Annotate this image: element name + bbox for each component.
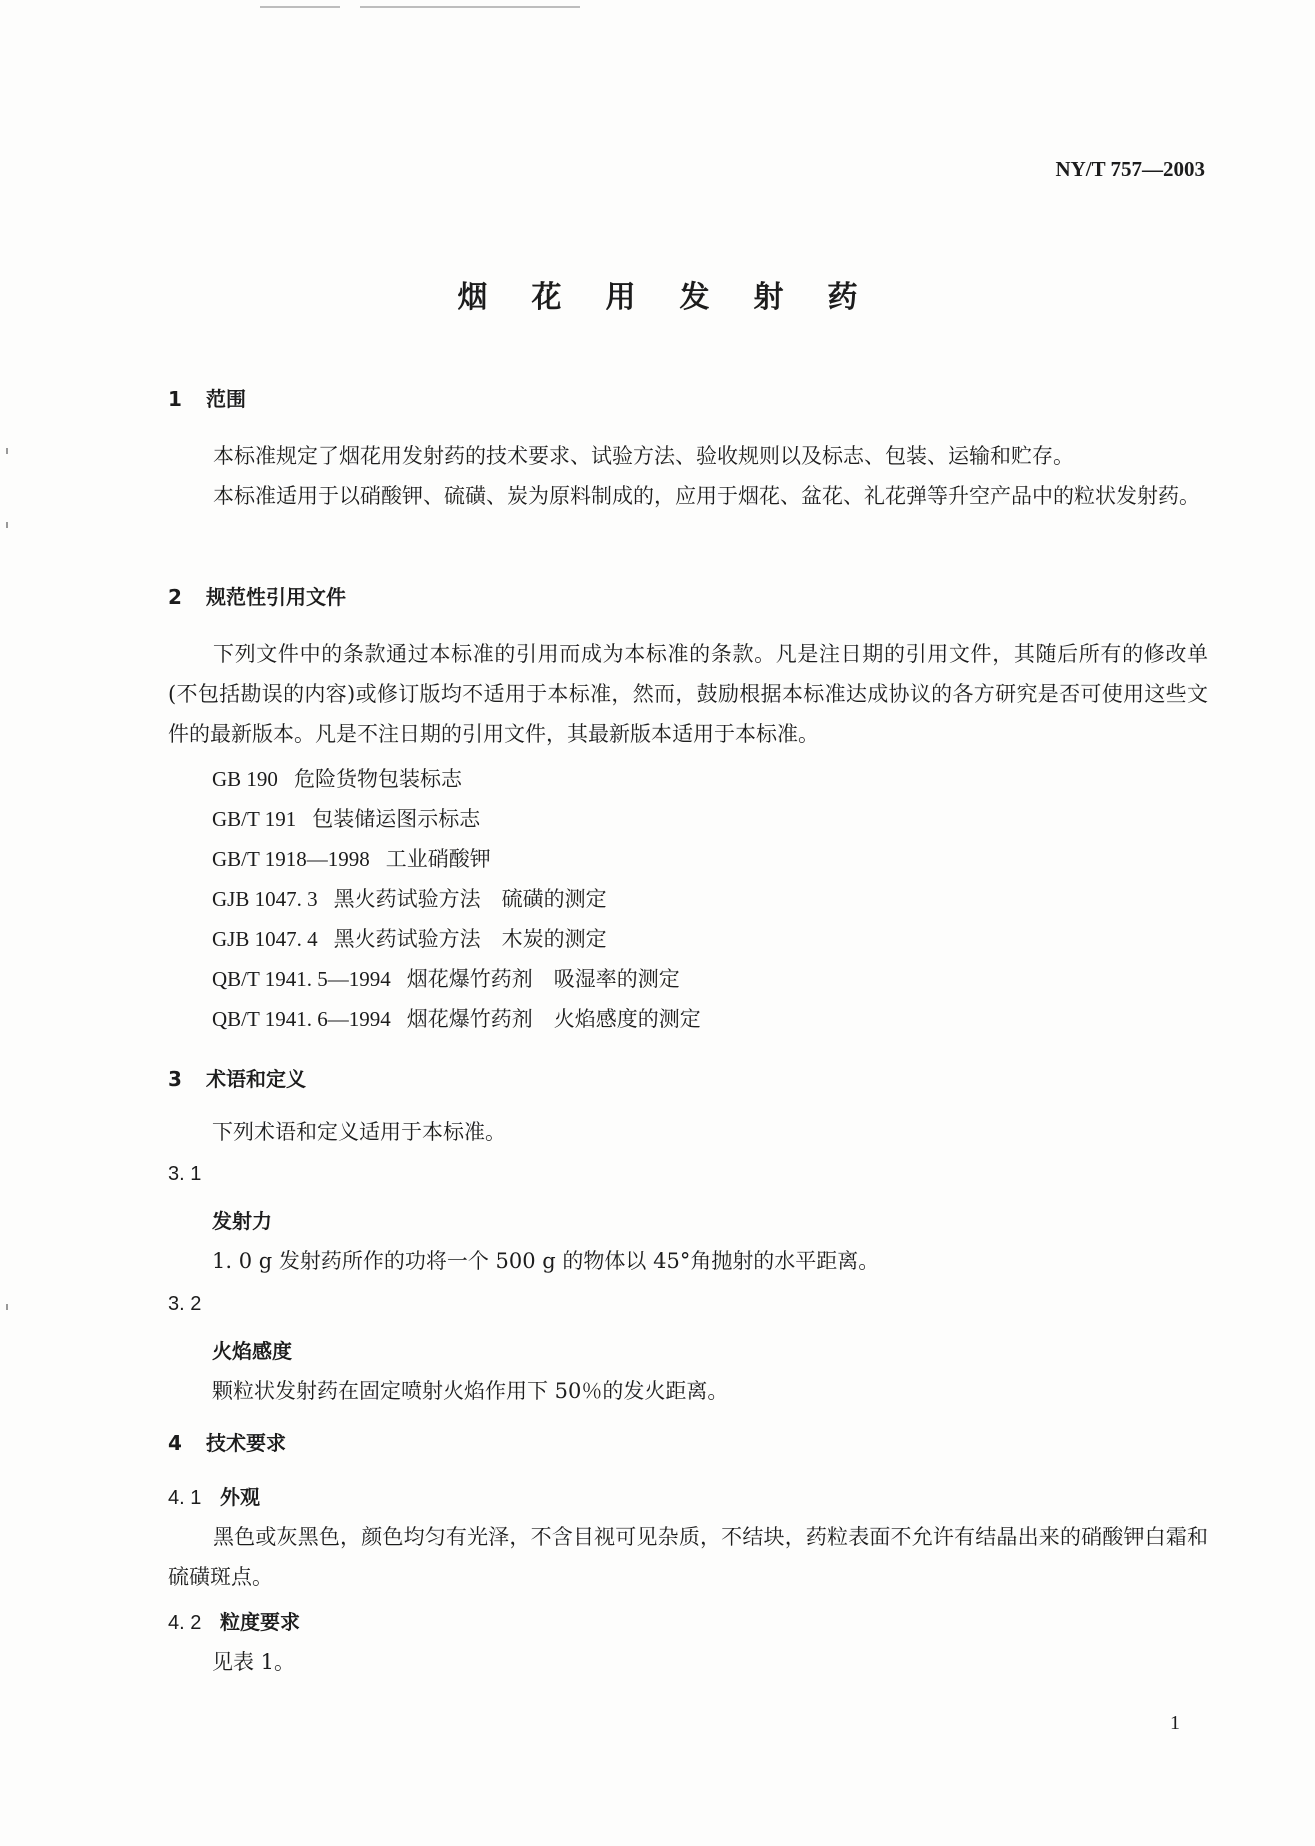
scan-artifact-speck	[6, 1304, 8, 1310]
reference-code: QB/T 1941. 6—1994	[212, 1007, 391, 1031]
clause-4-1-text: 黑色或灰黑色，颜色均匀有光泽，不含目视可见杂质，不结块，药粒表面不允许有结晶出来的硝酸钾白霜和硫磺斑点。	[168, 1525, 1208, 1589]
reference-title: 黑火药试验方法 木炭的测定	[333, 927, 607, 951]
term-name: 火焰感度	[212, 1339, 292, 1363]
section-number: 3	[168, 1067, 182, 1091]
term-definition: 颗粒状发射药在固定喷射火焰作用下 50％的发火距离。	[212, 1379, 729, 1403]
section-title: 术语和定义	[206, 1067, 306, 1091]
section-1-paragraph-2: 本标准适用于以硝酸钾、硫磺、炭为原料制成的，应用于烟花、盆花、礼花弹等升空产品中的粒状发射药。	[213, 484, 1200, 508]
reference-item	[212, 1003, 701, 1033]
scan-artifact-line	[360, 6, 580, 8]
section-number: 1	[168, 387, 182, 411]
section-title: 技术要求	[206, 1431, 286, 1455]
reference-code: GJB 1047. 3	[212, 887, 318, 911]
reference-item	[212, 923, 607, 953]
reference-item	[212, 803, 480, 833]
reference-title: 危险货物包装标志	[293, 767, 462, 791]
clause-number: 3. 2	[168, 1293, 202, 1315]
section-title: 规范性引用文件	[206, 585, 346, 609]
reference-code: QB/T 1941. 5—1994	[212, 967, 391, 991]
reference-title: 黑火药试验方法 硫磺的测定	[333, 887, 607, 911]
reference-title: 包装储运图示标志	[312, 807, 481, 831]
section-2-paragraph: 下列文件中的条款通过本标准的引用而成为本标准的条款。凡是注日期的引用文件，其随后所有的修改单(不包括勘误的内容)或修订版均不适用于本标准，然而，鼓励根据本标准达成协议的各方研究是否可使用这些文件的最新版本。凡是不注日期的引用文件，其最新版本适用于本标准。	[168, 642, 1208, 746]
clause-number: 4. 2	[168, 1612, 202, 1634]
reference-code: GB 190	[212, 767, 278, 791]
reference-item	[212, 763, 462, 793]
clause-4-1-heading	[168, 1481, 260, 1510]
reference-item	[212, 843, 491, 873]
term-definition: 1. 0 g 发射药所作的功将一个 500 g 的物体以 45°角抛射的水平距离。	[212, 1249, 880, 1273]
section-1-paragraph-1: 本标准规定了烟花用发射药的技术要求、试验方法、验收规则以及标志、包装、运输和贮存。	[213, 444, 1074, 468]
section-2-heading	[168, 581, 346, 610]
clause-title: 外观	[220, 1485, 260, 1509]
section-3-paragraph: 下列术语和定义适用于本标准。	[212, 1120, 506, 1144]
standard-code: NY/T 757—2003	[1055, 157, 1205, 181]
term-name: 发射力	[212, 1209, 272, 1233]
reference-code: GB/T 1918—1998	[212, 847, 370, 871]
clause-4-2-heading	[168, 1606, 300, 1635]
section-4-heading	[168, 1427, 286, 1456]
clause-4-2-text: 见表 1。	[212, 1650, 296, 1674]
clause-title: 粒度要求	[220, 1610, 300, 1634]
section-number: 2	[168, 585, 182, 609]
scan-artifact-line	[260, 6, 340, 8]
clause-number: 3. 1	[168, 1163, 202, 1185]
page-number: 1	[1170, 1712, 1180, 1734]
reference-title: 烟花爆竹药剂 吸湿率的测定	[406, 967, 680, 991]
reference-item	[212, 883, 607, 913]
reference-title: 工业硝酸钾	[385, 847, 491, 871]
section-title: 范围	[206, 387, 246, 411]
section-number: 4	[168, 1431, 182, 1455]
document-title: 烟花用发射药	[457, 280, 902, 315]
reference-code: GJB 1047. 4	[212, 927, 318, 951]
clause-number: 4. 1	[168, 1487, 202, 1509]
reference-code: GB/T 191	[212, 807, 297, 831]
section-3-heading	[168, 1063, 306, 1092]
reference-item	[212, 963, 680, 993]
section-1-heading	[168, 383, 246, 412]
reference-title: 烟花爆竹药剂 火焰感度的测定	[406, 1007, 701, 1031]
scan-artifact-speck	[6, 522, 8, 528]
scan-artifact-speck	[6, 448, 8, 454]
